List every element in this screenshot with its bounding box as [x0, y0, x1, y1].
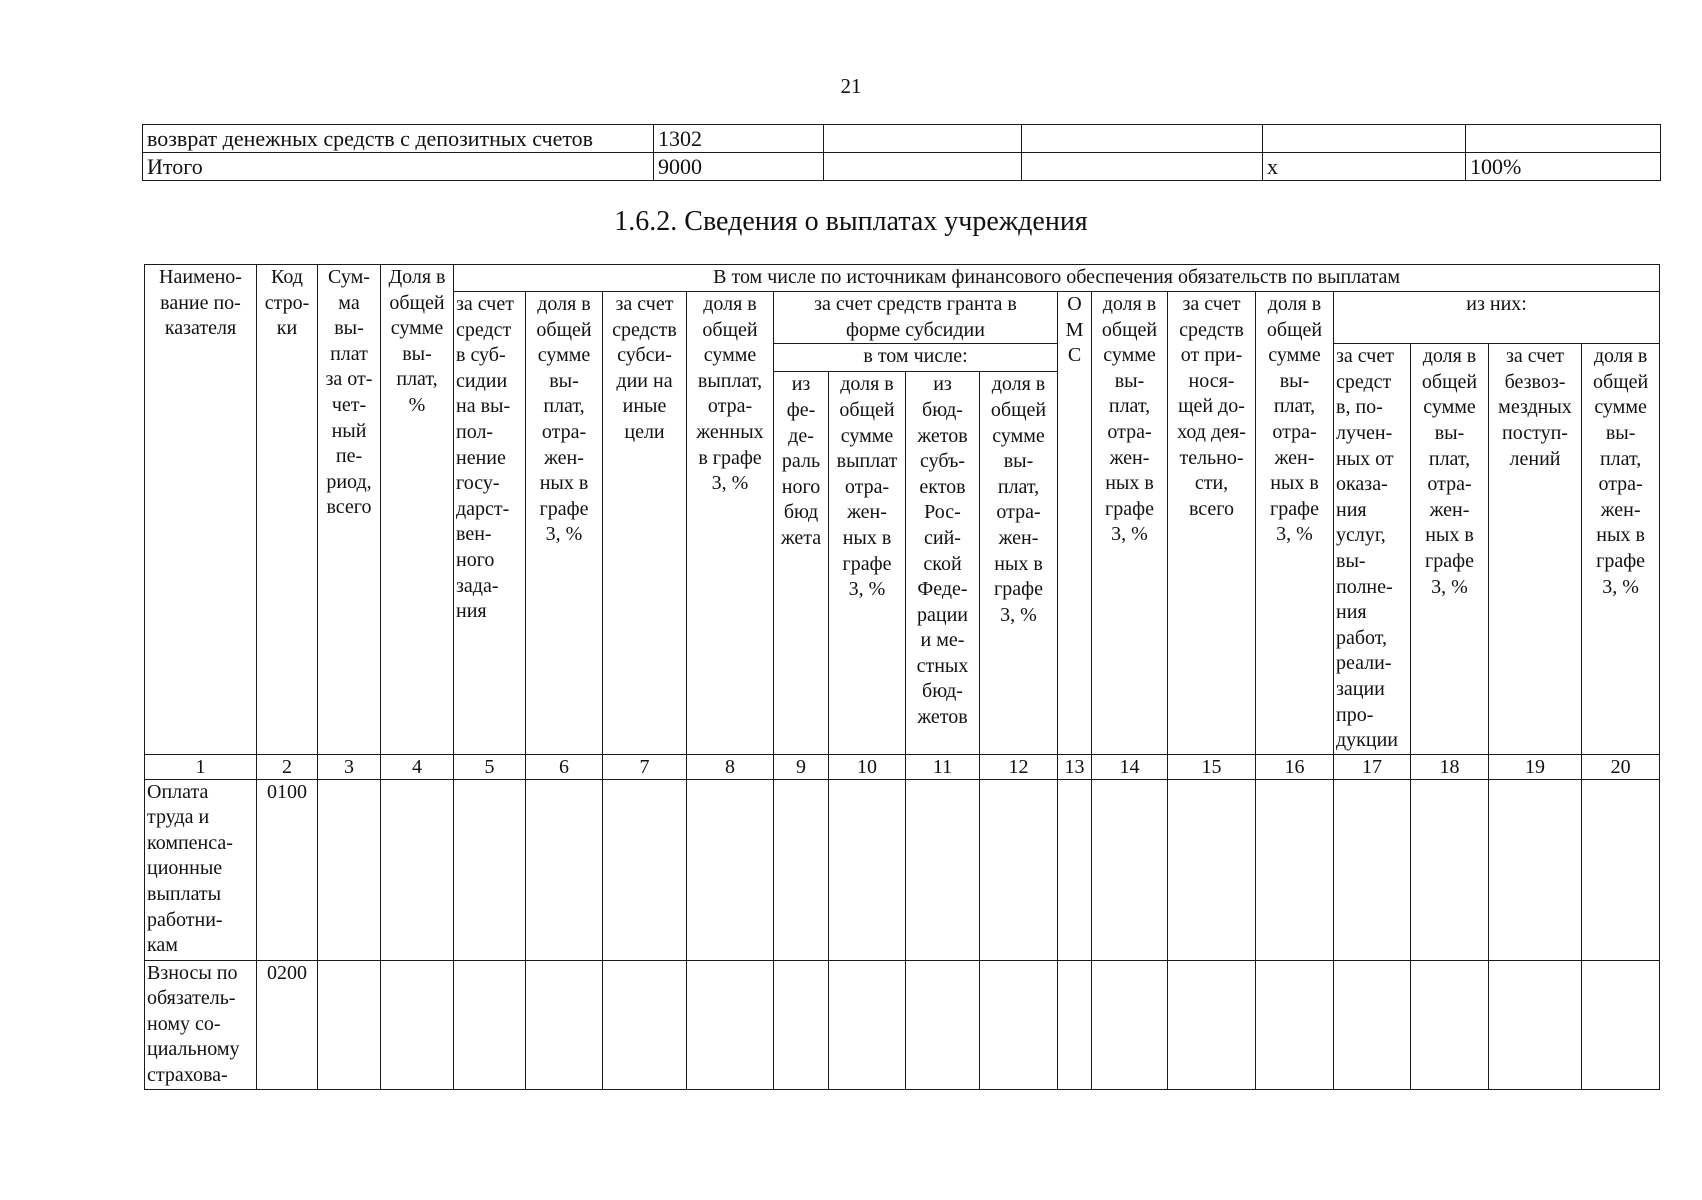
table-cell — [1058, 779, 1092, 960]
header-indicator-name: Наимено- вание по- казателя — [145, 265, 257, 755]
table-cell — [980, 779, 1058, 960]
table-cell — [1256, 960, 1334, 1089]
column-number: 14 — [1092, 754, 1168, 779]
table-cell — [1092, 960, 1168, 1089]
row-code: 0200 — [257, 960, 318, 1089]
row-label: возврат денежных средств с депозитных счетов — [143, 125, 654, 153]
table-cell — [1582, 779, 1660, 960]
header-share-total: Доля в общей сумме вы- плат, % — [381, 265, 454, 755]
table-cell — [1022, 125, 1263, 153]
header-funding-sources: В том числе по источникам финансового обеспечения обязательств по выплатам — [454, 265, 1660, 292]
table-row — [145, 960, 1660, 1089]
table-cell — [824, 125, 1022, 153]
column-number: 4 — [381, 754, 454, 779]
column-number: 11 — [906, 754, 980, 779]
table-cell — [687, 779, 774, 960]
table-cell — [526, 779, 603, 960]
row-code: 1302 — [654, 125, 824, 153]
column-number: 8 — [687, 754, 774, 779]
summary-table — [142, 124, 1661, 181]
table-cell — [1168, 779, 1256, 960]
payments-table — [144, 264, 1660, 1090]
table-cell — [1058, 960, 1092, 1089]
header-gratuitous-receipts: за счет безвоз- мездных поступ- лений — [1489, 344, 1582, 755]
column-number: 19 — [1489, 754, 1582, 779]
table-cell — [1466, 125, 1661, 153]
column-number: 3 — [318, 754, 381, 779]
header-other-subsidy: за счет средств субси- дии на иные цели — [603, 292, 687, 755]
column-numbers-row — [145, 754, 1660, 779]
table-cell — [774, 960, 829, 1089]
header-state-task-subsidy: за счет средст в суб- сидии на вы- пол- нение госу- дарст- вен- ного зада- ния — [454, 292, 526, 755]
table-cell — [829, 960, 906, 1089]
column-number: 17 — [1334, 754, 1411, 779]
table-cell — [1411, 960, 1489, 1089]
table-cell — [381, 779, 454, 960]
header-federal-budget: из фе- де- раль ного бюд жета — [774, 372, 829, 754]
header-share-col8: доля в общей сумме выплат, отра- женных в графе 3, % — [687, 292, 774, 755]
header-income-activity: за счет средств от при- нося- щей до- ход дея- тельно- сти, всего — [1168, 292, 1256, 755]
column-number: 13 — [1058, 754, 1092, 779]
table-cell — [603, 960, 687, 1089]
table-row — [143, 125, 1661, 153]
table-cell — [1256, 779, 1334, 960]
table-cell — [687, 960, 774, 1089]
column-number: 16 — [1256, 754, 1334, 779]
table-cell: 100% — [1466, 153, 1661, 181]
table-cell — [774, 779, 829, 960]
header-share-col18: доля в общей сумме вы- плат, отра- жен- ных в графе 3, % — [1411, 344, 1489, 755]
column-number: 15 — [1168, 754, 1256, 779]
header-share-col10: доля в общей сумме выплат отра- жен- ных в графе 3, % — [829, 372, 906, 754]
column-number: 2 — [257, 754, 318, 779]
section-title: 1.6.2. Сведения о выплатах учреждения — [614, 206, 1088, 237]
header-oms: О М С — [1058, 292, 1092, 755]
row-code: 0100 — [257, 779, 318, 960]
column-number: 9 — [774, 754, 829, 779]
row-code: 9000 — [654, 153, 824, 181]
table-cell — [526, 960, 603, 1089]
table-row — [143, 153, 1661, 181]
table-cell — [381, 960, 454, 1089]
table-cell — [824, 153, 1022, 181]
table-cell — [1489, 960, 1582, 1089]
table-cell — [603, 779, 687, 960]
table-cell — [454, 960, 526, 1089]
table-cell — [1092, 779, 1168, 960]
column-number: 10 — [829, 754, 906, 779]
table-cell — [1263, 125, 1466, 153]
table-cell — [318, 779, 381, 960]
header-regional-budgets: из бюд- жетов субъ- ектов Рос- сий- ской Феде- рации и ме- стных бюд- жетов — [906, 372, 980, 754]
column-number: 7 — [603, 754, 687, 779]
header-total-payments: Сум- ма вы- плат за от- чет- ный пе- риод, всего — [318, 265, 381, 755]
header-share-col16: доля в общей сумме вы- плат, отра- жен- ных в графе 3, % — [1256, 292, 1334, 755]
table-cell — [980, 960, 1058, 1089]
table-cell — [829, 779, 906, 960]
column-number: 12 — [980, 754, 1058, 779]
column-number: 6 — [526, 754, 603, 779]
table-cell — [906, 960, 980, 1089]
header-share-col20: доля в общей сумме вы- плат, отра- жен- ных в графе 3, % — [1582, 344, 1660, 755]
table-cell — [1411, 779, 1489, 960]
column-number: 18 — [1411, 754, 1489, 779]
header-share-col6: доля в общей сумме вы- плат, отра- жен- ных в графе 3, % — [526, 292, 603, 755]
page-number: 21 — [840, 74, 862, 98]
table-cell — [1334, 779, 1411, 960]
table-cell — [318, 960, 381, 1089]
header-line-code: Код стро- ки — [257, 265, 318, 755]
header-of-them: из них: — [1334, 292, 1660, 344]
table-cell — [906, 779, 980, 960]
header-row — [145, 265, 1660, 292]
table-cell — [454, 779, 526, 960]
column-number: 20 — [1582, 754, 1660, 779]
header-grant-subsidy: за счет средств гранта в форме субсидии — [774, 292, 1058, 344]
row-label: Взносы по обязатель- ному со- циальному страхова- — [145, 960, 257, 1089]
table-cell — [1582, 960, 1660, 1089]
table-cell — [1489, 779, 1582, 960]
table-cell — [1334, 960, 1411, 1089]
row-label: Итого — [143, 153, 654, 181]
table-cell — [1168, 960, 1256, 1089]
table-cell: x — [1263, 153, 1466, 181]
table-cell — [1022, 153, 1263, 181]
header-including: в том числе: — [774, 344, 1058, 372]
row-label: Оплата труда и компенса- ционные выплаты работни- кам — [145, 779, 257, 960]
header-services-income: за счет средст в, по- лучен- ных от оказа- ния услуг, вы- полне- ния работ, реали- зации про- дукции — [1334, 344, 1411, 755]
header-share-col12: доля в общей сумме вы- плат, отра- жен- ных в графе 3, % — [980, 372, 1058, 754]
column-number: 5 — [454, 754, 526, 779]
header-share-col14: доля в общей сумме вы- плат, отра- жен- ных в графе 3, % — [1092, 292, 1168, 755]
table-row — [145, 779, 1660, 960]
column-number: 1 — [145, 754, 257, 779]
